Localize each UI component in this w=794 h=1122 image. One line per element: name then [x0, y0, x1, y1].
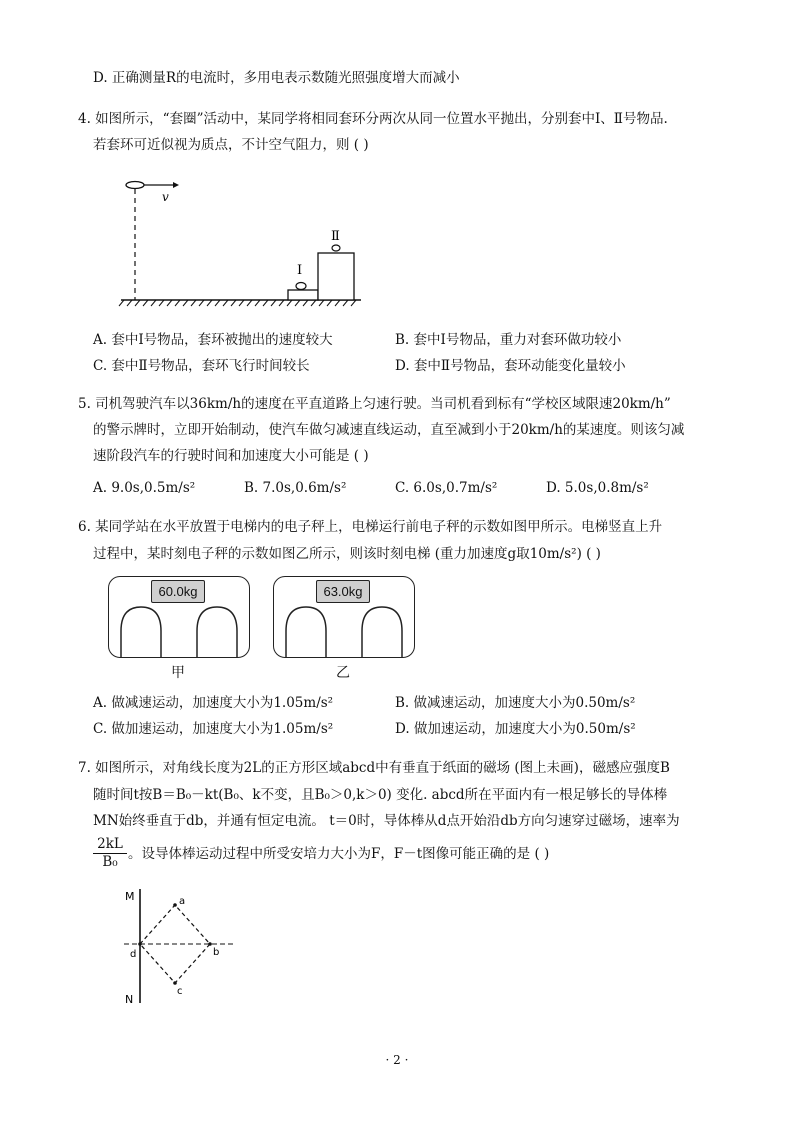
q7-fraction-denominator: B₀: [102, 854, 118, 870]
magnetic-square-figure: [118, 885, 248, 1010]
velocity-arrow-icon: [173, 182, 179, 188]
q7-fraction-numerator: 2kL: [93, 836, 127, 854]
q6-option-b: B. 做减速运动，加速度大小为0.50m/s²: [395, 695, 636, 711]
q4-stem-line2: 若套环可近似视为质点，不计空气阻力，则 ( ): [93, 137, 369, 153]
feet-icon: [274, 577, 414, 657]
q5-stem-line1: 5. 司机驾驶汽车以36km/h的速度在平直道路上匀速行驶。当司机看到标有“学校区域限速20km/h”: [78, 396, 671, 412]
feet-icon: [109, 577, 249, 657]
scale-yi-label: 乙: [336, 665, 350, 681]
q3-option-d: D. 正确测量R的电流时，多用电表示数随光照强度增大而减小: [93, 70, 460, 86]
q4-option-d: D. 套中Ⅱ号物品，套环动能变化量较小: [395, 358, 626, 374]
q5-option-b: B. 7.0s,0.6m/s²: [244, 480, 347, 496]
scale-jia-label: 甲: [171, 665, 185, 681]
platform-low: [288, 290, 318, 300]
ring-toss-figure: [118, 176, 368, 311]
scale-yi: [273, 576, 415, 658]
item-1-icon: [296, 283, 306, 290]
item-2-icon: [332, 245, 340, 251]
scale-jia: [108, 576, 250, 658]
q6-stem-line2: 过程中，某时刻电子秤的示数如图乙所示，则该时刻电梯 (重力加速度g取10m/s²) ( ): [93, 546, 601, 562]
page-number: · 2 ·: [385, 1053, 409, 1067]
q5-option-d: D. 5.0s,0.8m/s²: [546, 480, 649, 496]
ring-icon: [126, 182, 144, 189]
platform-high: [318, 253, 354, 300]
q7-stem-line3: MN始终垂直于db，并通有恒定电流。 t＝0时，导体棒从d点开始沿db方向匀速穿过磁场，速率为: [93, 813, 680, 829]
q4-option-a: A. 套中Ⅰ号物品，套环被抛出的速度较大: [93, 332, 333, 348]
q5-stem-line3: 速阶段汽车的行驶时间和加速度大小可能是 ( ): [93, 448, 369, 464]
q6-option-d: D. 做加速运动，加速度大小为0.50m/s²: [395, 721, 636, 737]
q7-stem-line4: 。设导体棒运动过程中所受安培力大小为F，F－t图像可能正确的是 ( ): [128, 846, 550, 862]
q4-option-b: B. 套中Ⅰ号物品，重力对套环做功较小: [395, 332, 622, 348]
q4-stem-line1: 4. 如图所示，“套圈”活动中，某同学将相同套环分两次从同一位置水平抛出，分别套中Ⅰ、Ⅱ号物品.: [78, 111, 668, 127]
scale-yi-readout: 63.0kg: [316, 580, 370, 603]
label-c: c: [177, 986, 183, 997]
label-d: d: [130, 949, 137, 960]
q7-stem-line2: 随时间t按B＝B₀－kt(B₀、k不变，且B₀＞0,k＞0) 变化. abcd所在平面内有一根足够长的导体棒: [93, 787, 668, 803]
q7-stem-line1: 7. 如图所示，对角线长度为2L的正方形区域abcd中有垂直于纸面的磁场 (图上未画)，磁感应强度B: [78, 760, 670, 776]
item-2-label: Ⅱ: [331, 229, 340, 244]
q5-stem-line2: 的警示牌时，立即开始制动，使汽车做匀减速直线运动，直至减到小于20km/h的某速度。则该匀减: [93, 422, 685, 438]
q4-option-c: C. 套中Ⅱ号物品，套环飞行时间较长: [93, 358, 310, 374]
scale-jia-readout: 60.0kg: [151, 580, 205, 603]
item-1-label: Ⅰ: [297, 263, 303, 278]
q5-option-a: A. 9.0s,0.5m/s²: [93, 480, 196, 496]
q5-option-c: C. 6.0s,0.7m/s²: [395, 480, 498, 496]
q7-fraction: [93, 836, 127, 871]
label-n: N: [125, 993, 134, 1006]
q6-stem-line1: 6. 某同学站在水平放置于电梯内的电子秤上，电梯运行前电子秤的示数如图甲所示。电梯竖直上升: [78, 519, 663, 535]
label-b: b: [213, 947, 220, 958]
label-m: M: [125, 890, 135, 903]
q6-option-c: C. 做加速运动，加速度大小为1.05m/s²: [93, 721, 334, 737]
velocity-label: v: [162, 190, 169, 204]
q6-option-a: A. 做减速运动，加速度大小为1.05m/s²: [93, 695, 334, 711]
label-a: a: [179, 896, 186, 907]
